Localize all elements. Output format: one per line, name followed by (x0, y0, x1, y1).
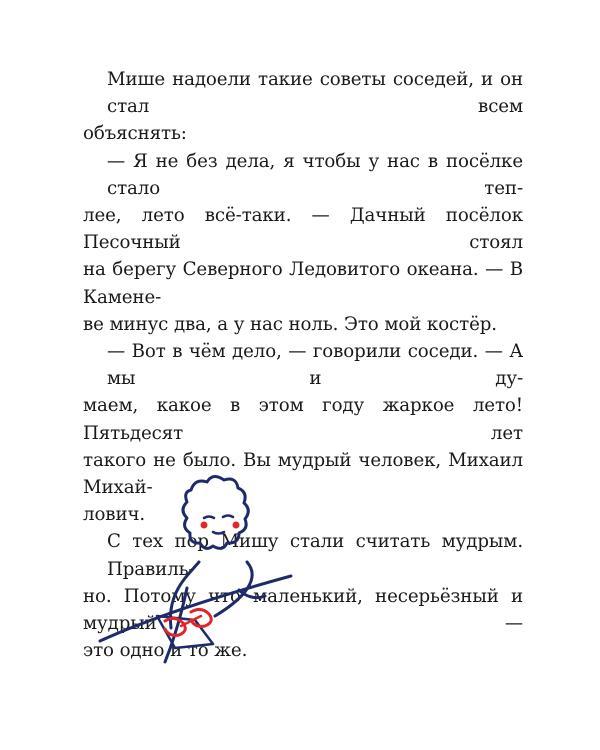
text-line: такого не было. Вы мудрый человек, Михаил Михай- (83, 449, 523, 499)
text-line: лее, лето всё-таки. — Дачный посёлок Песочный стоял (83, 205, 523, 254)
text-line: но. Потому что маленький, несерьёзный и мудрый — (83, 585, 523, 635)
text-line: — Я не без дела, я чтобы у нас в посёлке стало теп- (107, 150, 523, 199)
eye-right (223, 516, 233, 518)
text-line: лович. (83, 504, 146, 526)
text-line: объяснять: (83, 123, 187, 145)
text-line: Мише надоели такие советы соседей, и он стал всем (107, 69, 523, 118)
text-line: маем, какое в этом году жаркое лето! Пятьдесят лет (83, 395, 523, 444)
eye-left (204, 517, 214, 519)
mouth (213, 532, 224, 534)
text-line: ве минус два, а у нас ноль. Это мой костёр. (83, 313, 497, 335)
cheek-right (233, 522, 240, 529)
writing-man-illustration (95, 466, 295, 691)
hair-outline (183, 476, 248, 548)
text-line: на берегу Северного Ледовитого океана. — В Камене- (83, 259, 523, 308)
text-line: С тех пор Мишу стали считать мудрым. Правиль- (107, 531, 523, 580)
cheek-left (201, 522, 208, 529)
text-line: — Вот в чём дело, — говорили соседи. — А мы и ду- (107, 341, 523, 390)
text-line: это одно и то же. (83, 640, 248, 662)
hand-right (191, 609, 211, 626)
